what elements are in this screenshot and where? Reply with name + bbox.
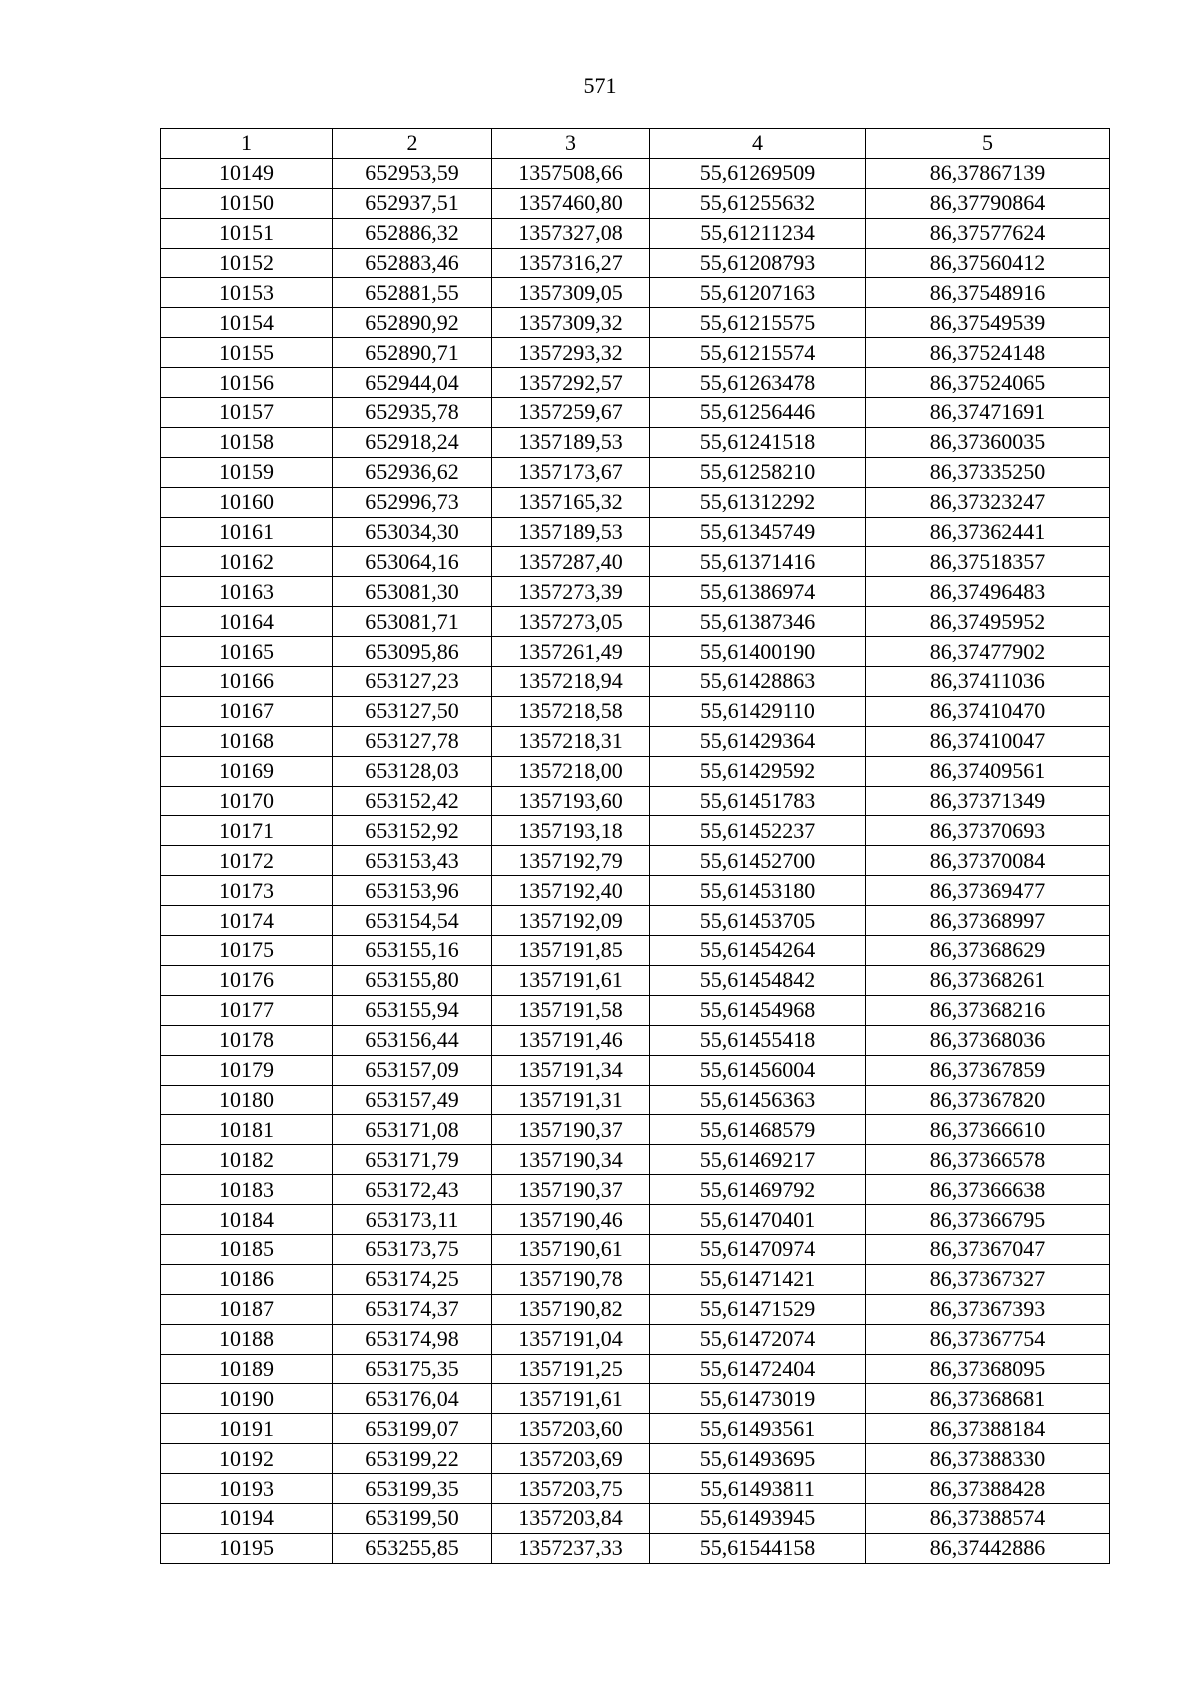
table-row (161, 308, 1110, 338)
table-row (161, 906, 1110, 936)
x-coordinate-cell: 653171,79 (333, 1145, 492, 1175)
x-coordinate-cell: 652890,71 (333, 338, 492, 368)
longitude-cell: 86,37368997 (866, 906, 1110, 936)
latitude-cell: 55,61472074 (650, 1324, 866, 1354)
x-coordinate-cell: 653255,85 (333, 1533, 492, 1563)
latitude-cell: 55,61312292 (650, 487, 866, 517)
point-number-cell: 10172 (161, 846, 333, 876)
latitude-cell: 55,61451783 (650, 786, 866, 816)
longitude-cell: 86,37471691 (866, 398, 1110, 428)
point-number-cell: 10178 (161, 1025, 333, 1055)
x-coordinate-cell: 653171,08 (333, 1115, 492, 1145)
y-coordinate-cell: 1357316,27 (492, 248, 650, 278)
latitude-cell: 55,61470401 (650, 1205, 866, 1235)
longitude-cell: 86,37367393 (866, 1294, 1110, 1324)
latitude-cell: 55,61256446 (650, 398, 866, 428)
table-row (161, 1384, 1110, 1414)
y-coordinate-cell: 1357237,33 (492, 1533, 650, 1563)
point-number-cell: 10174 (161, 906, 333, 936)
latitude-cell: 55,61454842 (650, 965, 866, 995)
table-row (161, 696, 1110, 726)
latitude-cell: 55,61493695 (650, 1444, 866, 1474)
table-row (161, 995, 1110, 1025)
longitude-cell: 86,37370084 (866, 846, 1110, 876)
point-number-cell: 10151 (161, 218, 333, 248)
page-number: 571 (583, 73, 617, 98)
x-coordinate-cell: 653095,86 (333, 637, 492, 667)
latitude-cell: 55,61452237 (650, 816, 866, 846)
table-row (161, 1234, 1110, 1264)
latitude-cell: 55,61493945 (650, 1503, 866, 1533)
x-coordinate-cell: 653155,16 (333, 936, 492, 966)
longitude-cell: 86,37790864 (866, 188, 1110, 218)
latitude-cell: 55,61493811 (650, 1474, 866, 1504)
latitude-cell: 55,61429364 (650, 726, 866, 756)
x-coordinate-cell: 653156,44 (333, 1025, 492, 1055)
point-number-cell: 10184 (161, 1205, 333, 1235)
x-coordinate-cell: 653064,16 (333, 547, 492, 577)
table-row (161, 517, 1110, 547)
y-coordinate-cell: 1357190,82 (492, 1294, 650, 1324)
y-coordinate-cell: 1357193,60 (492, 786, 650, 816)
point-number-cell: 10171 (161, 816, 333, 846)
latitude-cell: 55,61387346 (650, 607, 866, 637)
longitude-cell: 86,37368261 (866, 965, 1110, 995)
x-coordinate-cell: 653128,03 (333, 756, 492, 786)
latitude-cell: 55,61429592 (650, 756, 866, 786)
longitude-cell: 86,37367047 (866, 1234, 1110, 1264)
longitude-cell: 86,37411036 (866, 667, 1110, 697)
y-coordinate-cell: 1357292,57 (492, 368, 650, 398)
x-coordinate-cell: 652944,04 (333, 368, 492, 398)
y-coordinate-cell: 1357190,37 (492, 1115, 650, 1145)
x-coordinate-cell: 653199,50 (333, 1503, 492, 1533)
x-coordinate-cell: 653157,09 (333, 1055, 492, 1085)
table-row (161, 936, 1110, 966)
point-number-cell: 10175 (161, 936, 333, 966)
longitude-cell: 86,37518357 (866, 547, 1110, 577)
latitude-cell: 55,61215575 (650, 308, 866, 338)
y-coordinate-cell: 1357327,08 (492, 218, 650, 248)
x-coordinate-cell: 653173,75 (333, 1234, 492, 1264)
point-number-cell: 10155 (161, 338, 333, 368)
latitude-cell: 55,61453705 (650, 906, 866, 936)
coordinates-table (160, 128, 1110, 1564)
table-row (161, 1145, 1110, 1175)
y-coordinate-cell: 1357287,40 (492, 547, 650, 577)
latitude-cell: 55,61371416 (650, 547, 866, 577)
table-row (161, 1264, 1110, 1294)
table-row (161, 816, 1110, 846)
longitude-cell: 86,37323247 (866, 487, 1110, 517)
x-coordinate-cell: 652890,92 (333, 308, 492, 338)
point-number-cell: 10189 (161, 1354, 333, 1384)
latitude-cell: 55,61454968 (650, 995, 866, 1025)
x-coordinate-cell: 652935,78 (333, 398, 492, 428)
latitude-cell: 55,61255632 (650, 188, 866, 218)
point-number-cell: 10167 (161, 696, 333, 726)
x-coordinate-cell: 653127,78 (333, 726, 492, 756)
x-coordinate-cell: 652886,32 (333, 218, 492, 248)
y-coordinate-cell: 1357203,75 (492, 1474, 650, 1504)
table-header-row (161, 129, 1110, 159)
point-number-cell: 10194 (161, 1503, 333, 1533)
table-row (161, 188, 1110, 218)
longitude-cell: 86,37370693 (866, 816, 1110, 846)
y-coordinate-cell: 1357191,04 (492, 1324, 650, 1354)
table-row (161, 427, 1110, 457)
y-coordinate-cell: 1357218,31 (492, 726, 650, 756)
x-coordinate-cell: 652953,59 (333, 158, 492, 188)
longitude-cell: 86,37368681 (866, 1384, 1110, 1414)
x-coordinate-cell: 652936,62 (333, 457, 492, 487)
longitude-cell: 86,37367820 (866, 1085, 1110, 1115)
longitude-cell: 86,37496483 (866, 577, 1110, 607)
longitude-cell: 86,37368629 (866, 936, 1110, 966)
x-coordinate-cell: 653172,43 (333, 1175, 492, 1205)
longitude-cell: 86,37442886 (866, 1533, 1110, 1563)
point-number-cell: 10169 (161, 756, 333, 786)
y-coordinate-cell: 1357191,46 (492, 1025, 650, 1055)
point-number-cell: 10160 (161, 487, 333, 517)
column-header: 2 (333, 129, 492, 159)
latitude-cell: 55,61263478 (650, 368, 866, 398)
y-coordinate-cell: 1357191,31 (492, 1085, 650, 1115)
point-number-cell: 10193 (161, 1474, 333, 1504)
x-coordinate-cell: 652881,55 (333, 278, 492, 308)
y-coordinate-cell: 1357508,66 (492, 158, 650, 188)
table-row (161, 607, 1110, 637)
y-coordinate-cell: 1357273,39 (492, 577, 650, 607)
table-row (161, 637, 1110, 667)
table-row (161, 398, 1110, 428)
y-coordinate-cell: 1357191,61 (492, 1384, 650, 1414)
longitude-cell: 86,37524148 (866, 338, 1110, 368)
y-coordinate-cell: 1357190,78 (492, 1264, 650, 1294)
x-coordinate-cell: 653199,07 (333, 1414, 492, 1444)
point-number-cell: 10190 (161, 1384, 333, 1414)
longitude-cell: 86,37369477 (866, 876, 1110, 906)
y-coordinate-cell: 1357191,34 (492, 1055, 650, 1085)
longitude-cell: 86,37549539 (866, 308, 1110, 338)
column-header: 1 (161, 129, 333, 159)
point-number-cell: 10177 (161, 995, 333, 1025)
longitude-cell: 86,37362441 (866, 517, 1110, 547)
table-row (161, 1503, 1110, 1533)
longitude-cell: 86,37388428 (866, 1474, 1110, 1504)
longitude-cell: 86,37524065 (866, 368, 1110, 398)
table-row (161, 1474, 1110, 1504)
point-number-cell: 10153 (161, 278, 333, 308)
latitude-cell: 55,61471529 (650, 1294, 866, 1324)
point-number-cell: 10186 (161, 1264, 333, 1294)
latitude-cell: 55,61468579 (650, 1115, 866, 1145)
point-number-cell: 10195 (161, 1533, 333, 1563)
longitude-cell: 86,37368216 (866, 995, 1110, 1025)
latitude-cell: 55,61455418 (650, 1025, 866, 1055)
longitude-cell: 86,37477902 (866, 637, 1110, 667)
point-number-cell: 10149 (161, 158, 333, 188)
x-coordinate-cell: 653153,43 (333, 846, 492, 876)
longitude-cell: 86,37366795 (866, 1205, 1110, 1235)
y-coordinate-cell: 1357309,05 (492, 278, 650, 308)
x-coordinate-cell: 653157,49 (333, 1085, 492, 1115)
table-row (161, 846, 1110, 876)
x-coordinate-cell: 653154,54 (333, 906, 492, 936)
point-number-cell: 10183 (161, 1175, 333, 1205)
point-number-cell: 10161 (161, 517, 333, 547)
x-coordinate-cell: 653153,96 (333, 876, 492, 906)
latitude-cell: 55,61452700 (650, 846, 866, 876)
longitude-cell: 86,37368036 (866, 1025, 1110, 1055)
x-coordinate-cell: 653173,11 (333, 1205, 492, 1235)
point-number-cell: 10159 (161, 457, 333, 487)
point-number-cell: 10162 (161, 547, 333, 577)
y-coordinate-cell: 1357193,18 (492, 816, 650, 846)
longitude-cell: 86,37367754 (866, 1324, 1110, 1354)
point-number-cell: 10157 (161, 398, 333, 428)
latitude-cell: 55,61456004 (650, 1055, 866, 1085)
y-coordinate-cell: 1357261,49 (492, 637, 650, 667)
x-coordinate-cell: 653155,80 (333, 965, 492, 995)
y-coordinate-cell: 1357191,58 (492, 995, 650, 1025)
table-row (161, 1205, 1110, 1235)
y-coordinate-cell: 1357203,69 (492, 1444, 650, 1474)
y-coordinate-cell: 1357190,37 (492, 1175, 650, 1205)
longitude-cell: 86,37495952 (866, 607, 1110, 637)
latitude-cell: 55,61470974 (650, 1234, 866, 1264)
latitude-cell: 55,61215574 (650, 338, 866, 368)
point-number-cell: 10150 (161, 188, 333, 218)
x-coordinate-cell: 653199,22 (333, 1444, 492, 1474)
latitude-cell: 55,61241518 (650, 427, 866, 457)
table-row (161, 1175, 1110, 1205)
table-row (161, 1444, 1110, 1474)
table-row (161, 278, 1110, 308)
table-row (161, 1414, 1110, 1444)
point-number-cell: 10176 (161, 965, 333, 995)
latitude-cell: 55,61428863 (650, 667, 866, 697)
table-row (161, 786, 1110, 816)
longitude-cell: 86,37371349 (866, 786, 1110, 816)
longitude-cell: 86,37366610 (866, 1115, 1110, 1145)
y-coordinate-cell: 1357203,60 (492, 1414, 650, 1444)
y-coordinate-cell: 1357460,80 (492, 188, 650, 218)
y-coordinate-cell: 1357190,61 (492, 1234, 650, 1264)
longitude-cell: 86,37366578 (866, 1145, 1110, 1175)
point-number-cell: 10191 (161, 1414, 333, 1444)
table-row (161, 547, 1110, 577)
y-coordinate-cell: 1357203,84 (492, 1503, 650, 1533)
x-coordinate-cell: 653174,98 (333, 1324, 492, 1354)
point-number-cell: 10170 (161, 786, 333, 816)
latitude-cell: 55,61469792 (650, 1175, 866, 1205)
latitude-cell: 55,61258210 (650, 457, 866, 487)
longitude-cell: 86,37368095 (866, 1354, 1110, 1384)
point-number-cell: 10185 (161, 1234, 333, 1264)
point-number-cell: 10192 (161, 1444, 333, 1474)
point-number-cell: 10180 (161, 1085, 333, 1115)
y-coordinate-cell: 1357192,09 (492, 906, 650, 936)
y-coordinate-cell: 1357192,79 (492, 846, 650, 876)
table-row (161, 158, 1110, 188)
x-coordinate-cell: 653081,30 (333, 577, 492, 607)
longitude-cell: 86,37367859 (866, 1055, 1110, 1085)
y-coordinate-cell: 1357309,32 (492, 308, 650, 338)
table-row (161, 1025, 1110, 1055)
longitude-cell: 86,37388184 (866, 1414, 1110, 1444)
point-number-cell: 10158 (161, 427, 333, 457)
table-row (161, 487, 1110, 517)
y-coordinate-cell: 1357273,05 (492, 607, 650, 637)
longitude-cell: 86,37388330 (866, 1444, 1110, 1474)
table-body (161, 158, 1110, 1563)
point-number-cell: 10163 (161, 577, 333, 607)
column-header: 5 (866, 129, 1110, 159)
latitude-cell: 55,61429110 (650, 696, 866, 726)
x-coordinate-cell: 652883,46 (333, 248, 492, 278)
x-coordinate-cell: 653127,23 (333, 667, 492, 697)
table-row (161, 248, 1110, 278)
latitude-cell: 55,61400190 (650, 637, 866, 667)
y-coordinate-cell: 1357218,00 (492, 756, 650, 786)
latitude-cell: 55,61211234 (650, 218, 866, 248)
latitude-cell: 55,61471421 (650, 1264, 866, 1294)
table-row (161, 1354, 1110, 1384)
latitude-cell: 55,61472404 (650, 1354, 866, 1384)
latitude-cell: 55,61269509 (650, 158, 866, 188)
point-number-cell: 10168 (161, 726, 333, 756)
table-row (161, 726, 1110, 756)
table-row (161, 218, 1110, 248)
latitude-cell: 55,61544158 (650, 1533, 866, 1563)
table-row (161, 965, 1110, 995)
longitude-cell: 86,37410470 (866, 696, 1110, 726)
table-row (161, 457, 1110, 487)
point-number-cell: 10166 (161, 667, 333, 697)
table-row (161, 338, 1110, 368)
latitude-cell: 55,61469217 (650, 1145, 866, 1175)
y-coordinate-cell: 1357190,46 (492, 1205, 650, 1235)
point-number-cell: 10188 (161, 1324, 333, 1354)
y-coordinate-cell: 1357191,85 (492, 936, 650, 966)
longitude-cell: 86,37577624 (866, 218, 1110, 248)
point-number-cell: 10181 (161, 1115, 333, 1145)
point-number-cell: 10156 (161, 368, 333, 398)
x-coordinate-cell: 653034,30 (333, 517, 492, 547)
table-row (161, 1115, 1110, 1145)
latitude-cell: 55,61453180 (650, 876, 866, 906)
longitude-cell: 86,37366638 (866, 1175, 1110, 1205)
longitude-cell: 86,37335250 (866, 457, 1110, 487)
x-coordinate-cell: 652937,51 (333, 188, 492, 218)
column-header: 4 (650, 129, 866, 159)
table-row (161, 876, 1110, 906)
x-coordinate-cell: 653175,35 (333, 1354, 492, 1384)
latitude-cell: 55,61456363 (650, 1085, 866, 1115)
x-coordinate-cell: 653081,71 (333, 607, 492, 637)
x-coordinate-cell: 653152,42 (333, 786, 492, 816)
y-coordinate-cell: 1357191,25 (492, 1354, 650, 1384)
y-coordinate-cell: 1357190,34 (492, 1145, 650, 1175)
table-row (161, 1055, 1110, 1085)
longitude-cell: 86,37867139 (866, 158, 1110, 188)
point-number-cell: 10164 (161, 607, 333, 637)
y-coordinate-cell: 1357218,58 (492, 696, 650, 726)
y-coordinate-cell: 1357259,67 (492, 398, 650, 428)
latitude-cell: 55,61454264 (650, 936, 866, 966)
point-number-cell: 10182 (161, 1145, 333, 1175)
point-number-cell: 10165 (161, 637, 333, 667)
y-coordinate-cell: 1357293,32 (492, 338, 650, 368)
latitude-cell: 55,61345749 (650, 517, 866, 547)
x-coordinate-cell: 653174,25 (333, 1264, 492, 1294)
latitude-cell: 55,61493561 (650, 1414, 866, 1444)
longitude-cell: 86,37367327 (866, 1264, 1110, 1294)
y-coordinate-cell: 1357192,40 (492, 876, 650, 906)
y-coordinate-cell: 1357191,61 (492, 965, 650, 995)
x-coordinate-cell: 653155,94 (333, 995, 492, 1025)
x-coordinate-cell: 652918,24 (333, 427, 492, 457)
table-row (161, 368, 1110, 398)
point-number-cell: 10154 (161, 308, 333, 338)
latitude-cell: 55,61207163 (650, 278, 866, 308)
x-coordinate-cell: 652996,73 (333, 487, 492, 517)
latitude-cell: 55,61208793 (650, 248, 866, 278)
longitude-cell: 86,37410047 (866, 726, 1110, 756)
point-number-cell: 10173 (161, 876, 333, 906)
y-coordinate-cell: 1357165,32 (492, 487, 650, 517)
x-coordinate-cell: 653152,92 (333, 816, 492, 846)
latitude-cell: 55,61473019 (650, 1384, 866, 1414)
table-row (161, 1324, 1110, 1354)
longitude-cell: 86,37388574 (866, 1503, 1110, 1533)
x-coordinate-cell: 653199,35 (333, 1474, 492, 1504)
point-number-cell: 10152 (161, 248, 333, 278)
y-coordinate-cell: 1357189,53 (492, 427, 650, 457)
table-row (161, 1294, 1110, 1324)
column-header: 3 (492, 129, 650, 159)
x-coordinate-cell: 653174,37 (333, 1294, 492, 1324)
latitude-cell: 55,61386974 (650, 577, 866, 607)
table-row (161, 756, 1110, 786)
point-number-cell: 10187 (161, 1294, 333, 1324)
table-row (161, 1533, 1110, 1563)
y-coordinate-cell: 1357218,94 (492, 667, 650, 697)
table-row (161, 1085, 1110, 1115)
longitude-cell: 86,37360035 (866, 427, 1110, 457)
table-row (161, 667, 1110, 697)
point-number-cell: 10179 (161, 1055, 333, 1085)
longitude-cell: 86,37548916 (866, 278, 1110, 308)
longitude-cell: 86,37409561 (866, 756, 1110, 786)
y-coordinate-cell: 1357173,67 (492, 457, 650, 487)
longitude-cell: 86,37560412 (866, 248, 1110, 278)
y-coordinate-cell: 1357189,53 (492, 517, 650, 547)
table-row (161, 577, 1110, 607)
x-coordinate-cell: 653127,50 (333, 696, 492, 726)
x-coordinate-cell: 653176,04 (333, 1384, 492, 1414)
